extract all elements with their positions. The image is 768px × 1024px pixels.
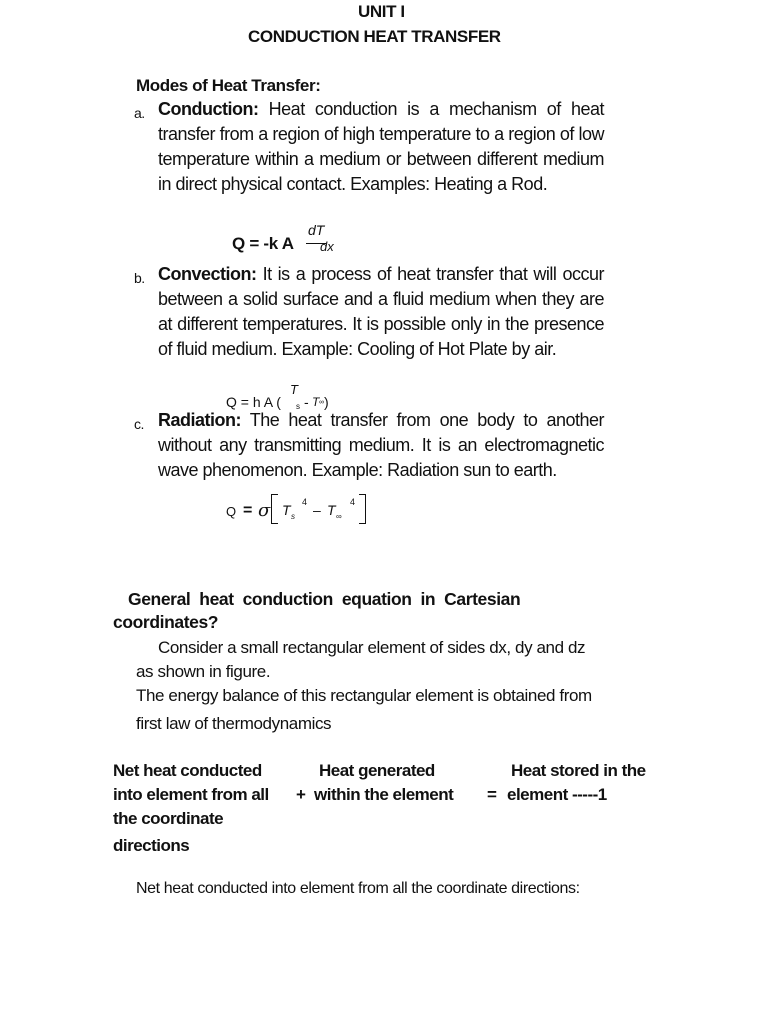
formula-sub2: ∞ [319,399,324,406]
formula-denominator: dx [320,239,334,254]
list-item-conduction [134,97,604,222]
radiation-description: The heat transfer from one body to another without any transmitting medium. It is an electromagnetic wave phenomenon. Example: Radiation sun to earth. [158,410,604,480]
radiation-formula [226,494,386,526]
conduction-description: Heat conduction is a mechanism of heat transfer from a region of high temperature to a region of low temperature within a medium or between different medium in direct physical contact. Examples: Heating a Rod. [158,99,604,194]
unit-label: UNIT I [358,2,405,21]
equation-equals: = [487,785,497,804]
list-item-radiation [134,408,604,488]
equation-line: Net heat conducted [113,761,262,780]
equation-line: directions [113,836,190,855]
formula-t2: T [327,502,336,518]
term-radiation: Radiation: [158,410,241,430]
equation-line: element -----1 [507,785,607,804]
equation-line: within the element [314,785,454,804]
list-marker: c. [134,416,144,432]
list-marker: b. [134,270,145,286]
formula-minus: – [313,502,321,518]
formula-t1: T [290,382,298,397]
paragraph-line: The energy balance of this rectangular element is obtained from [136,686,592,705]
formula-sigma: σ [258,500,271,521]
term-convection: Convection: [158,264,257,284]
formula-exp2: 4 [350,497,356,507]
equation-term-generated [314,759,453,807]
formula-lhs: Q = h A ( [226,394,281,410]
convection-description: It is a process of heat transfer that will occur between a solid surface and a fluid medium when they are at different temperatures. It is possible only in the presence of fluid medium. Example: Cooling of Hot Plate by air. [158,264,604,359]
formula-exp1: 4 [302,497,308,507]
formula-minus: - [304,394,309,410]
formula-sub1: s [296,402,300,411]
equation-line: the coordinate [113,809,224,828]
bracket-close [359,494,366,524]
paragraph-line: Consider a small rectangular element of sides dx, dy and dz [158,638,586,657]
closing-line: Net heat conducted into element from all the coordinate directions: [136,880,580,897]
formula-t2: T [312,395,320,409]
list-item-convection [134,262,604,387]
formula-rhs: ) [324,394,329,410]
formula-lhs: Q = -k A [232,234,294,253]
conduction-formula [232,222,372,258]
term-conduction: Conduction: [158,99,259,119]
modes-heading: Modes of Heat Transfer: [136,76,321,95]
formula-q: Q [226,504,237,519]
equation-line: into element from all [113,785,269,804]
bracket-open [271,494,278,524]
equation-term-conducted [113,759,269,858]
paragraph-line: as shown in figure. [136,662,271,681]
equation-line: Heat stored in the [511,761,646,780]
section-heading-cont: coordinates? [113,612,219,632]
equation-line: Heat generated [319,761,435,780]
section-heading: General heat conduction equation in Cartesian [128,589,521,609]
formula-sub1: s [291,512,295,521]
formula-sub2: ∞ [336,512,342,521]
paragraph-line: first law of thermodynamics [136,714,332,733]
equation-plus: + [296,785,306,804]
equation-term-stored [507,759,646,807]
list-marker: a. [134,105,145,121]
formula-t1: T [282,502,291,518]
page-title: CONDUCTION HEAT TRANSFER [248,27,501,46]
formula-numerator: dT [308,222,325,238]
formula-equals: = [243,502,253,519]
